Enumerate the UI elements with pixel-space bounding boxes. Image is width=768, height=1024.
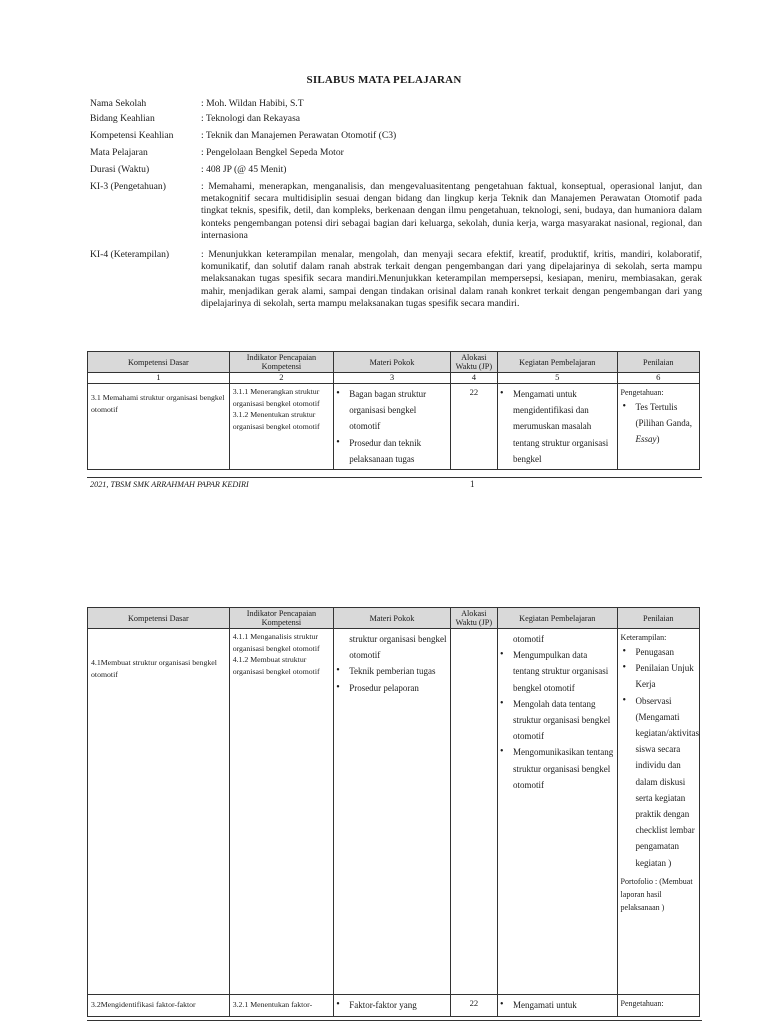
penilaian-cell [617, 995, 699, 1017]
info-row [90, 98, 702, 110]
alokasi-cell: 22 [450, 995, 497, 1017]
kd-cell: 3.2Mengidentifikasi faktor-faktor [88, 995, 230, 1017]
indicator-item: 3.1.2 Menentukan struktur organisasi bengkel otomotif [232, 410, 320, 431]
header-penilaian: Penilaian [617, 608, 699, 629]
header-kegiatan: Kegiatan Pembelajaran [497, 608, 617, 629]
footer-rule [87, 477, 702, 478]
info-label: KI-3 (Pengetahuan) [90, 181, 166, 192]
kd-cell: 4.1Membuat struktur organisasi bengkel otomotif [88, 629, 230, 995]
info-row [90, 130, 702, 142]
column-number-row [88, 373, 700, 384]
indicator-cell [229, 384, 334, 470]
kegiatan-cell [497, 629, 617, 995]
penilaian-title: Keterampilan: [620, 633, 667, 642]
info-value: : 408 JP (@ 45 Menit) [201, 164, 287, 175]
penilaian-text: Tes Tertulis (Pilihan Ganda, [635, 402, 693, 429]
header-alokasi: Alokasi Waktu (JP) [450, 352, 497, 373]
info-label: Mata Pelajaran [90, 147, 148, 158]
table-row [88, 384, 700, 470]
info-value: : Memahami, menerapkan, menganalisis, dan mengevaluasitentang pengetahuan faktual, konseptual, operasional lanjut, dan metakognitif secara multidisiplin sesuai dengan bidang dan lingkup kerja Teknik dan Manajemen Perawatan Otomotif pada tingkat teknis, spesifik, detil, dan kompleks, berkenaan dengan ilmu pengetahuan, teknologi, seni, budaya, dan humaniora dalam konteks pengembangan potensi diri sebagai bagian dari keluarga, sekolah, dunia kerja, warga masyarakat nasional, regional, dan internasiona [201, 181, 702, 241]
kd-cell: 3.1 Memahami struktur organisasi bengkel otomotif [88, 384, 230, 470]
kegiatan-cell [497, 384, 617, 470]
portofolio-text: Portofolio : (Membuat laporan hasil pelaksanaan ) [620, 876, 693, 912]
penilaian-item: • Observasi (Mengamati kegiatan/aktivitas siswa secara individu dan dalam diskusi serta kegiatan praktik dengan checklist lembar pengamatan kegiatan ) [621, 693, 697, 871]
info-value: : Pengelolaan Bengkel Sepeda Motor [201, 147, 344, 158]
materi-cell [334, 384, 451, 470]
col-num: 5 [497, 373, 617, 384]
header-alokasi: Alokasi Waktu (JP) [450, 608, 497, 629]
table-row [88, 629, 700, 995]
col-num: 1 [88, 373, 230, 384]
info-row [90, 164, 702, 176]
penilaian-item: • Penilaian Unjuk Kerja [621, 660, 697, 692]
footer-text: 2021, TBSM SMK ARRAHMAH PAPAR KEDIRI [90, 480, 249, 489]
bottom-rule [87, 1020, 702, 1021]
penilaian-item: • Penugasan [621, 644, 697, 660]
info-label: KI-4 (Keterampilan) [90, 249, 170, 260]
col-num: 4 [450, 373, 497, 384]
materi-item: • Prosedur dan teknik pelaksanaan tugas [334, 435, 448, 467]
header-materi: Materi Pokok [334, 352, 451, 373]
indicator-item: 4.1.1 Menganalisis struktur organisasi bengkel otomotif [232, 632, 320, 653]
header-kd: Kompetensi Dasar [88, 352, 230, 373]
info-label: Nama Sekolah [90, 98, 147, 109]
kegiatan-item: • Mengolah data tentang struktur organisasi bengkel otomotif [498, 696, 615, 745]
info-label: Kompetensi Keahlian [90, 130, 174, 141]
kegiatan-item: • Mengomunikasikan tentang struktur organisasi bengkel otomotif [498, 744, 615, 793]
info-label: Durasi (Waktu) [90, 164, 150, 175]
info-label: Bidang Keahlian [90, 113, 155, 124]
materi-item: • Bagan bagan struktur organisasi bengkel otomotif [334, 386, 448, 435]
page-number: 1 [470, 479, 475, 489]
info-value: : Teknik dan Manajemen Perawatan Otomotif (C3) [201, 130, 397, 141]
info-row [90, 249, 702, 321]
materi-continued: struktur organisasi bengkel otomotif [349, 634, 447, 661]
header-indikator: Indikator Pencapaian Kompetensi [229, 352, 334, 373]
penilaian-title: Pengetahuan: [620, 999, 664, 1008]
table-row [88, 995, 700, 1017]
table-header-row [88, 352, 700, 373]
header-materi: Materi Pokok [334, 608, 451, 629]
kegiatan-continued: otomotif [512, 634, 544, 644]
materi-item: • Prosedur pelaporan [334, 680, 448, 696]
materi-cell [334, 629, 451, 995]
alokasi-cell [450, 629, 497, 995]
indicator-item: 4.1.2 Membuat struktur organisasi bengkel otomotif [232, 655, 320, 676]
info-row [90, 181, 702, 243]
info-value: : Menunjukkan keterampilan menalar, mengolah, dan menyaji secara efektif, kreatif, produktif, kritis, mandiri, kolaboratif, komunikatif, dan solutif dalam ranah abstrak terkait dengan pengembangan dari yang dipelajarinya di sekolah, serta mampu melaksanakan tugas spesifik secara mandiri.Menunjukkan keterampilan mempersepsi, kesiapan, meniru, membiasakan, gerak mahir, menjadikan gerak alami, sampai dengan tindakan orisinal dalam ranah konkret terkait dengan pengembangan dari yang dipelajarinya di sekolah, serta mampu melaksanakan tugas spesifik secara mandiri. [201, 249, 702, 309]
indicator-item: 3.1.1 Menerangkan struktur organisasi bengkel otomotif [232, 387, 320, 408]
penilaian-cell [617, 384, 699, 470]
materi-item: • Teknik pemberian tugas [334, 663, 448, 679]
header-penilaian: Penilaian [617, 352, 699, 373]
kegiatan-item: • Mengamati untuk mengidentifikasi dan merumuskan masalah tentang struktur organisasi bengkel [498, 386, 615, 467]
alokasi-cell: 22 [450, 384, 497, 470]
table-header-row [88, 608, 700, 629]
col-num: 3 [334, 373, 451, 384]
header-kd: Kompetensi Dasar [88, 608, 230, 629]
indicator-cell [229, 629, 334, 995]
penilaian-item [621, 399, 697, 448]
penilaian-italic: Essay [635, 434, 657, 445]
info-row [90, 147, 702, 159]
materi-item: • Faktor-faktor yang [334, 997, 448, 1013]
syllabus-table-page2 [87, 607, 700, 1017]
kegiatan-item: • Mengumpulkan data tentang struktur organisasi bengkel otomotif [498, 647, 615, 696]
kegiatan-item: • Mengamati untuk [498, 997, 615, 1013]
materi-cell [334, 995, 451, 1017]
info-value: : Moh. Wildan Habibi, S.T [201, 98, 304, 109]
indicator-cell: 3.2.1 Menentukan faktor- [229, 995, 334, 1017]
kegiatan-cell [497, 995, 617, 1017]
info-row [90, 113, 702, 125]
header-kegiatan: Kegiatan Pembelajaran [497, 352, 617, 373]
col-num: 6 [617, 373, 699, 384]
header-indikator: Indikator Pencapaian Kompetensi [229, 608, 334, 629]
info-value: : Teknologi dan Rekayasa [201, 113, 301, 124]
col-num: 2 [229, 373, 334, 384]
penilaian-cell [617, 629, 699, 995]
penilaian-close: ) [656, 434, 660, 445]
document-title: SILABUS MATA PELAJARAN [306, 74, 462, 86]
syllabus-table-page1 [87, 351, 700, 470]
page-gap [0, 495, 768, 585]
penilaian-title: Pengetahuan: [620, 388, 664, 397]
